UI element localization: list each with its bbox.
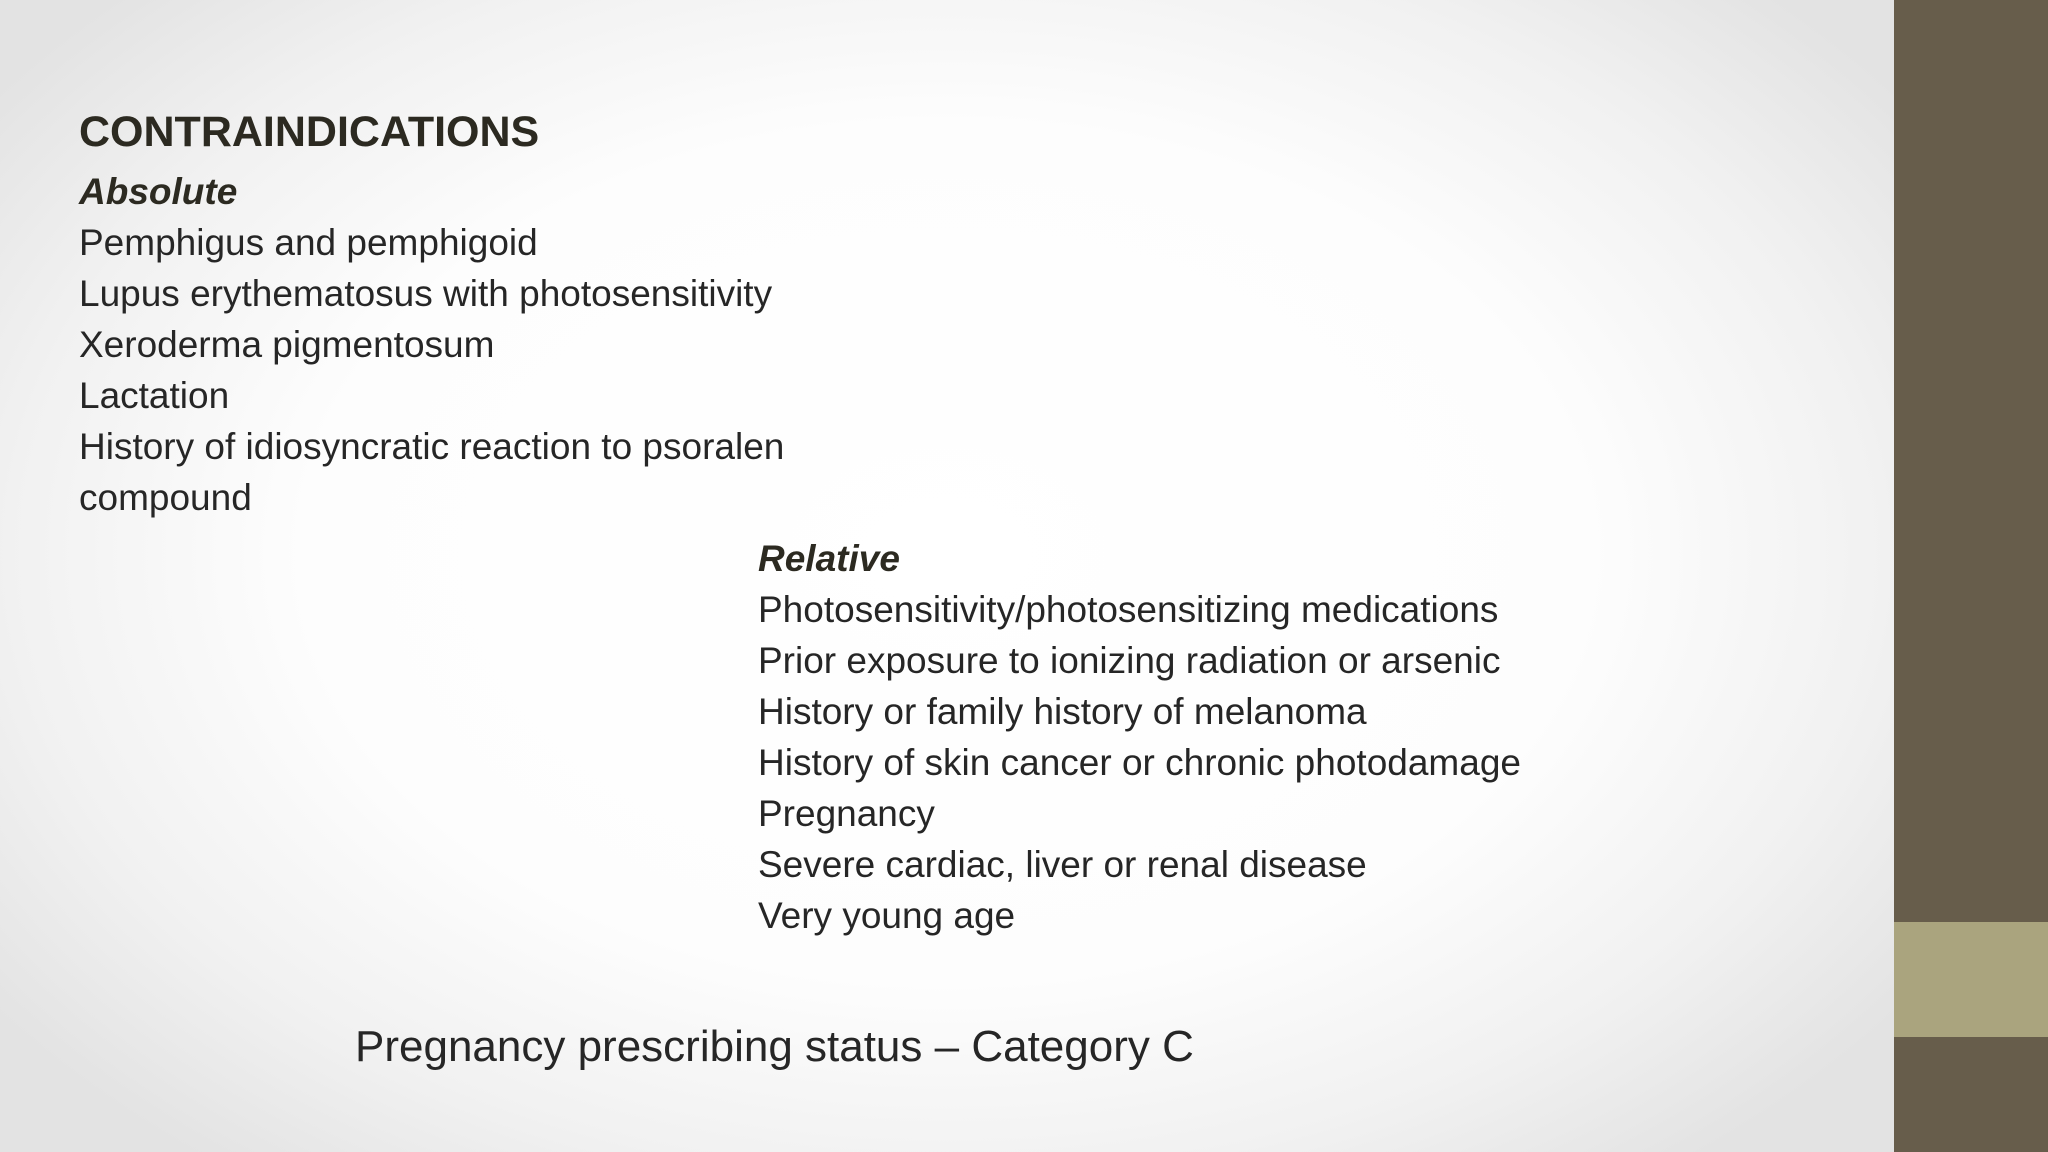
absolute-item: Lupus erythematosus with photosensitivity	[79, 273, 773, 314]
absolute-item: History of idiosyncratic reaction to psoralen compound	[79, 426, 785, 518]
relative-item: Prior exposure to ionizing radiation or arsenic	[758, 640, 1501, 681]
absolute-item: Pemphigus and pemphigoid	[79, 222, 538, 263]
pregnancy-category-note: Pregnancy prescribing status – Category C	[355, 1022, 1194, 1071]
sidebar-dark-top	[1894, 0, 2048, 922]
relative-item: Very young age	[758, 895, 1016, 936]
relative-contraindications	[758, 533, 1758, 941]
relative-item: History or family history of melanoma	[758, 691, 1367, 732]
sidebar-accent-band	[1894, 922, 2048, 1037]
relative-item: History of skin cancer or chronic photodamage	[758, 742, 1521, 783]
relative-item: Severe cardiac, liver or renal disease	[758, 844, 1367, 885]
absolute-heading: Absolute	[79, 171, 238, 212]
absolute-item: Xeroderma pigmentosum	[79, 324, 495, 365]
relative-item: Pregnancy	[758, 793, 935, 834]
absolute-contraindications	[79, 166, 899, 523]
relative-item: Photosensitivity/photosensitizing medications	[758, 589, 1499, 630]
sidebar-dark-bottom	[1894, 1037, 2048, 1152]
slide-title: CONTRAINDICATIONS	[79, 108, 540, 156]
decorative-sidebar	[1894, 0, 2048, 1152]
relative-heading: Relative	[758, 538, 900, 579]
absolute-item: Lactation	[79, 375, 230, 416]
